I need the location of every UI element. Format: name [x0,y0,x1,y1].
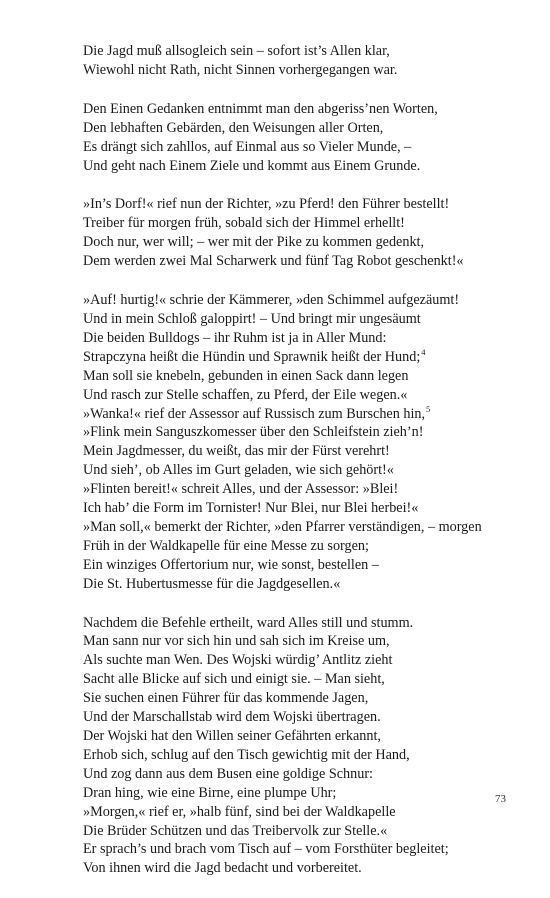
footnote-ref-5[interactable]: 5 [426,403,431,414]
verse-line: Früh in der Waldkapelle für eine Messe zu sorgen; [83,537,369,554]
verse-text: Strapczyna heißt die Hündin und Sprawnik heißt der Hund; [83,348,421,365]
verse-line: Und rasch zur Stelle schaffen, zu Pferd, der Eile wegen.« [83,386,408,403]
verse-line: »Flink mein Sanguszkomesser über den Schleifstein zieh’n! [83,424,424,441]
stanza-2 [83,100,523,176]
verse-line: Und in mein Schloß galoppirt! – Und bringt mir ungesäumt [83,310,421,327]
verse-line: Sie suchen einen Führer für das kommende Jagen, [83,690,369,707]
verse-line: Und der Marschallstab wird dem Wojski übertragen. [83,709,381,726]
verse-line: Wiewohl nicht Rath, nicht Sinnen vorhergegangen war. [83,61,398,78]
verse-line: Er sprach’s und brach vom Tisch auf – vom Forsthüter begleitet; [83,841,449,858]
poem-text-block [83,42,523,898]
verse-line: Die Brüder Schützen und das Treibervolk zur Stelle.« [83,822,388,839]
stanza-1 [83,42,523,80]
verse-text: »Wanka!« rief der Assessor auf Russisch zum Burschen hin, [83,405,426,422]
verse-line: »Morgen,« rief er, »halb fünf, sind bei der Waldkapelle [83,803,396,820]
verse-line: »Auf! hurtig!« schrie der Kämmerer, »den Schimmel aufgezäumt! [83,292,460,309]
verse-line: Man sann nur vor sich hin und sah sich im Kreise um, [83,633,390,650]
verse-line: Erhob sich, schlug auf den Tisch gewichtig mit der Hand, [83,746,410,763]
stanza-3 [83,195,523,271]
verse-line: Mein Jagdmesser, du weißt, das mir der Fürst verehrt! [83,443,390,460]
verse-line: Die Jagd muß allsogleich sein – sofort ist’s Allen klar, [83,43,390,59]
verse-line: Den Einen Gedanken entnimmt man den abgeriss’nen Worten, [83,100,438,117]
verse-line: Und zog dann aus dem Busen eine goldige Schnur: [83,765,373,782]
verse-line: Als suchte man Wen. Des Wojski würdig’ Antlitz zieht [83,652,393,669]
verse-line-with-footnote [83,348,523,367]
verse-line: Doch nur, wer will; – wer mit der Pike zu kommen gedenkt, [83,234,425,251]
verse-line-with-footnote [83,405,523,424]
verse-line: Es drängt sich zahllos, auf Einmal aus so Vieler Munde, – [83,138,412,155]
verse-line: Ich hab’ die Form im Tornister! Nur Blei, nur Blei herbei!« [83,500,419,517]
verse-line: Dran hing, wie eine Birne, eine plumpe Uhr; [83,784,337,801]
verse-line: Nachdem die Befehle ertheilt, ward Alles still und stumm. [83,614,414,631]
verse-line: Die beiden Bulldogs – ihr Ruhm ist ja in Aller Mund: [83,329,387,346]
verse-line: Und geht nach Einem Ziele und kommt aus Einem Grunde. [83,157,421,174]
verse-line: Und sieh’, ob Alles im Gurt geladen, wie sich gehört!« [83,462,394,479]
footnote-ref-4[interactable]: 4 [421,347,426,358]
verse-line: »In’s Dorf!« rief nun der Richter, »zu Pferd! den Führer bestellt! [83,196,450,213]
page-number: 73 [495,793,506,805]
verse-line: Von ihnen wird die Jagd bedacht und vorbereitet. [83,860,362,877]
verse-line: Sacht alle Blicke auf sich und einigt sie. – Man sieht, [83,671,385,688]
stanza-5 [83,614,523,879]
verse-line: Dem werden zwei Mal Scharwerk und fünf Tag Robot geschenkt!« [83,253,464,270]
verse-line: Treiber für morgen früh, sobald sich der Himmel erhellt! [83,215,405,232]
verse-line: Die St. Hubertusmesse für die Jagdgesellen.« [83,575,341,592]
verse-line: »Man soll,« bemerkt der Richter, »den Pfarrer verständigen, – morgen [83,518,482,535]
verse-line: Den lebhaften Gebärden, den Weisungen aller Orten, [83,119,384,136]
verse-line: »Flinten bereit!« schreit Alles, und der Assessor: »Blei! [83,481,399,498]
verse-line: Ein winziges Offertorium nur, wie sonst, bestellen – [83,556,379,573]
stanza-4 [83,291,523,594]
verse-line: Man soll sie knebeln, gebunden in einen Sack dann legen [83,367,409,384]
verse-line: Der Wojski hat den Willen seiner Gefährten erkannt, [83,728,381,744]
